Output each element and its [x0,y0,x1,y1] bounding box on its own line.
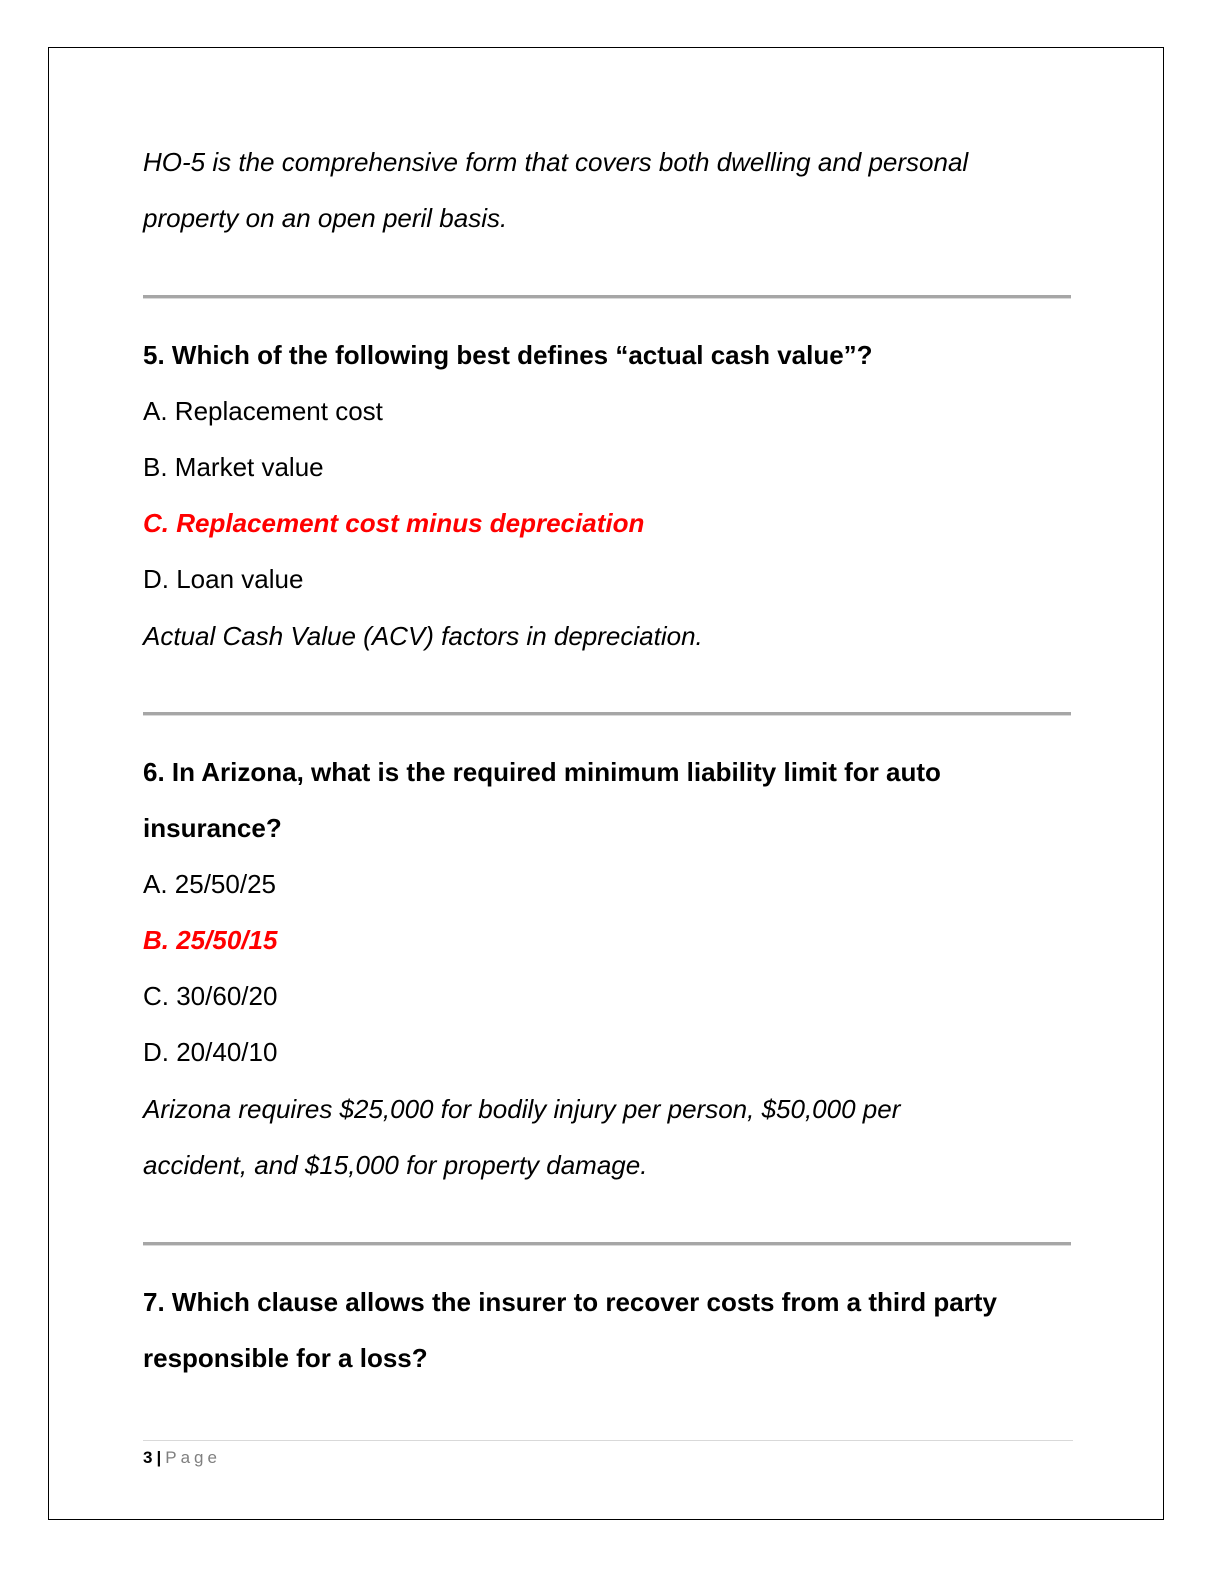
q4-explanation-line-2: property on an open peril basis. [143,203,508,233]
footer-rule [143,1440,1073,1441]
q6-option-b-correct: B. 25/50/15 [143,925,278,955]
page-number: 3 [143,1448,153,1467]
q5-option-a: A. Replacement cost [143,396,383,426]
q7-question-line-1: 7. Which clause allows the insurer to recover costs from a third party [143,1287,997,1317]
divider-3 [143,1242,1071,1246]
page-label: Page [165,1448,221,1467]
divider-1 [143,295,1071,299]
divider-2 [143,712,1071,716]
q5-option-d: D. Loan value [143,564,304,594]
q6-explanation-line-1: Arizona requires $25,000 for bodily injury per person, $50,000 per [143,1094,901,1124]
q5-option-c-correct: C. Replacement cost minus depreciation [143,508,645,538]
q6-explanation-line-2: accident, and $15,000 for property damage. [143,1150,648,1180]
q5-option-b: B. Market value [143,452,324,482]
q5-explanation: Actual Cash Value (ACV) factors in depreciation. [143,621,703,651]
q5-question: 5. Which of the following best defines “actual cash value”? [143,340,873,370]
q6-option-c: C. 30/60/20 [143,981,278,1011]
q6-question-line-1: 6. In Arizona, what is the required minimum liability limit for auto [143,757,941,787]
q4-explanation-line-1: HO-5 is the comprehensive form that covers both dwelling and personal [143,147,969,177]
page-footer [143,1447,221,1469]
q6-option-d: D. 20/40/10 [143,1037,278,1067]
footer-separator: | [156,1448,162,1467]
q6-option-a: A. 25/50/25 [143,869,276,899]
q7-question-line-2: responsible for a loss? [143,1343,428,1373]
q6-question-line-2: insurance? [143,813,282,843]
